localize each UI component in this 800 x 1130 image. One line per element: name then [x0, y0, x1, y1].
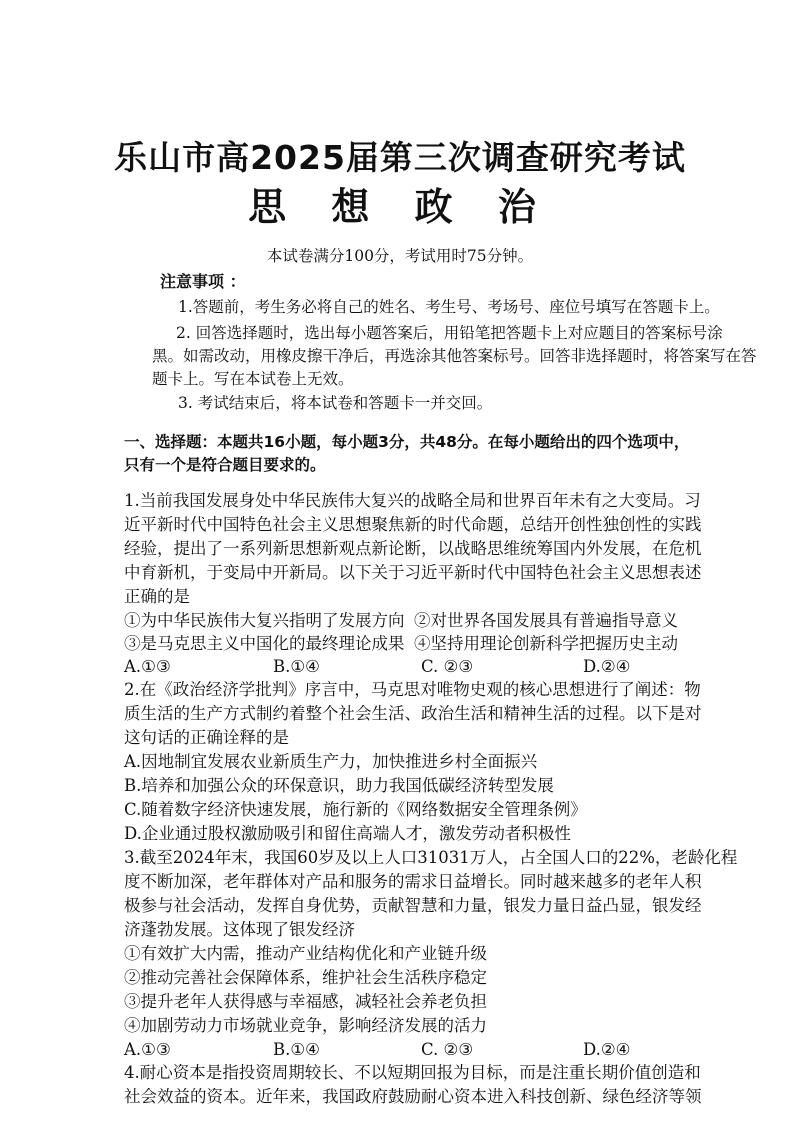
- q1-statement-4: ④坚持用理论创新科学把握历史主动: [414, 634, 678, 653]
- q3-stem-line-3: 极参与社会活动，发挥自身优势，贡献智慧和力量，银发力量日益凸显，银发经: [124, 896, 702, 915]
- q1-option-b: B.①④: [273, 657, 320, 676]
- q1-stem-line-4: 中育新机，于变局中开新局。以下关于习近平新时代中国特色社会主义思想表述: [124, 563, 702, 582]
- q3-option-d: D.②④: [583, 1040, 631, 1059]
- q3-option-c: C. ②③: [421, 1040, 474, 1059]
- q1-stem-line-3: 经验，提出了一系列新思想新观点新论断，以战略思维统筹国内外发展，在危机: [124, 539, 702, 558]
- notice-item-2-line-3: 题卡上。写在本试卷上无效。: [152, 370, 354, 388]
- q1-stem-line-5: 正确的是: [124, 587, 190, 606]
- q3-option-a: A.①③: [124, 1040, 171, 1059]
- notice-title: 注意事项 ：: [160, 272, 246, 291]
- q2-stem-line-1: 2.在《政治经济学批判》序言中，马克思对唯物史观的核心思想进行了阐述：物: [124, 680, 701, 699]
- q1-option-a: A.①③: [124, 657, 171, 676]
- notice-item-1: 1.答题前，考生务必将自己的姓名、考生号、考场号、座位号填写在答题卡上。: [178, 298, 720, 316]
- q1-stem-line-1: 1.当前我国发展身处中华民族伟大复兴的战略全局和世界百年未有之大变局。习: [124, 491, 701, 510]
- q3-stem-line-2: 度不断加深，老年群体对产品和服务的需求日益增长。同时越来越多的老年人积: [124, 872, 702, 891]
- q1-option-c: C. ②③: [421, 657, 474, 676]
- q1-statement-3: ③是马克思主义中国化的最终理论成果: [124, 634, 405, 653]
- q3-statement-3: ③提升老年人获得感与幸福感，减轻社会养老负担: [124, 992, 487, 1011]
- notice-item-2-line-1: 2. 回答选择题时，选出每小题答案后，用铅笔把答题卡上对应题目的答案标号涂: [176, 324, 723, 342]
- q2-stem-line-3: 这句话的正确诠释的是: [124, 728, 289, 747]
- q4-stem-line-2: 社会效益的资本。近年来，我国政府鼓励耐心资本进入科技创新、绿色经济等领: [124, 1087, 702, 1106]
- exam-info: 本试卷满分100分，考试用时75分钟。: [266, 247, 534, 265]
- q2-option-b: B.培养和加强公众的环保意识，助力我国低碳经济转型发展: [124, 776, 554, 795]
- notice-item-3: 3. 考试结束后，将本试卷和答题卡一并交回。: [178, 394, 493, 412]
- q3-stem-line-4: 济蓬勃发展。这体现了银发经济: [124, 920, 355, 939]
- section-heading-line-2: 只有一个是符合题目要求的。: [124, 456, 326, 474]
- q2-option-c: C.随着数字经济快速发展，施行新的《网络数据安全管理条例》: [124, 800, 587, 819]
- notice-item-2-line-2: 黑。如需改动，用橡皮擦干净后，再选涂其他答案标号。回答非选择题时，将答案写在答: [152, 347, 757, 365]
- q3-statement-1: ①有效扩大内需，推动产业结构优化和产业链升级: [124, 944, 487, 963]
- q1-option-d: D.②④: [583, 657, 631, 676]
- q2-stem-line-2: 质生活的生产方式制约着整个社会生活、政治生活和精神生活的过程。以下是对: [124, 704, 702, 723]
- q1-statement-2: ②对世界各国发展具有普遍指导意义: [414, 611, 678, 630]
- q3-statement-2: ②推动完善社会保障体系，维护社会生活秩序稳定: [124, 968, 487, 987]
- q2-option-a: A.因地制宜发展农业新质生产力，加快推进乡村全面振兴: [124, 752, 538, 771]
- q3-statement-4: ④加剧劳动力市场就业竞争，影响经济发展的活力: [124, 1016, 487, 1035]
- q1-stem-line-2: 近平新时代中国特色社会主义思想聚焦新的时代命题，总结开创性独创性的实践: [124, 515, 702, 534]
- section-heading-line-1: 一、选择题：本题共16小题，每小题3分，共48分。在每小题给出的四个选项中，: [124, 433, 690, 451]
- q3-option-b: B.①④: [273, 1040, 320, 1059]
- q1-statement-1: ①为中华民族伟大复兴指明了发展方向: [124, 611, 405, 630]
- subject-title: 思 想 政 治: [248, 185, 552, 229]
- q3-stem-line-1: 3.截至2024年末，我国60岁及以上人口31031万人，占全国人口的22%，老龄化程: [124, 848, 738, 867]
- q2-option-d: D.企业通过股权激励吸引和留住高端人才，激发劳动者积极性: [124, 824, 571, 843]
- q4-stem-line-1: 4.耐心资本是指投资周期较长、不以短期回报为目标，而是注重长期价值创造和: [124, 1063, 701, 1082]
- exam-title: 乐山市高2025届第三次调查研究考试: [114, 138, 686, 177]
